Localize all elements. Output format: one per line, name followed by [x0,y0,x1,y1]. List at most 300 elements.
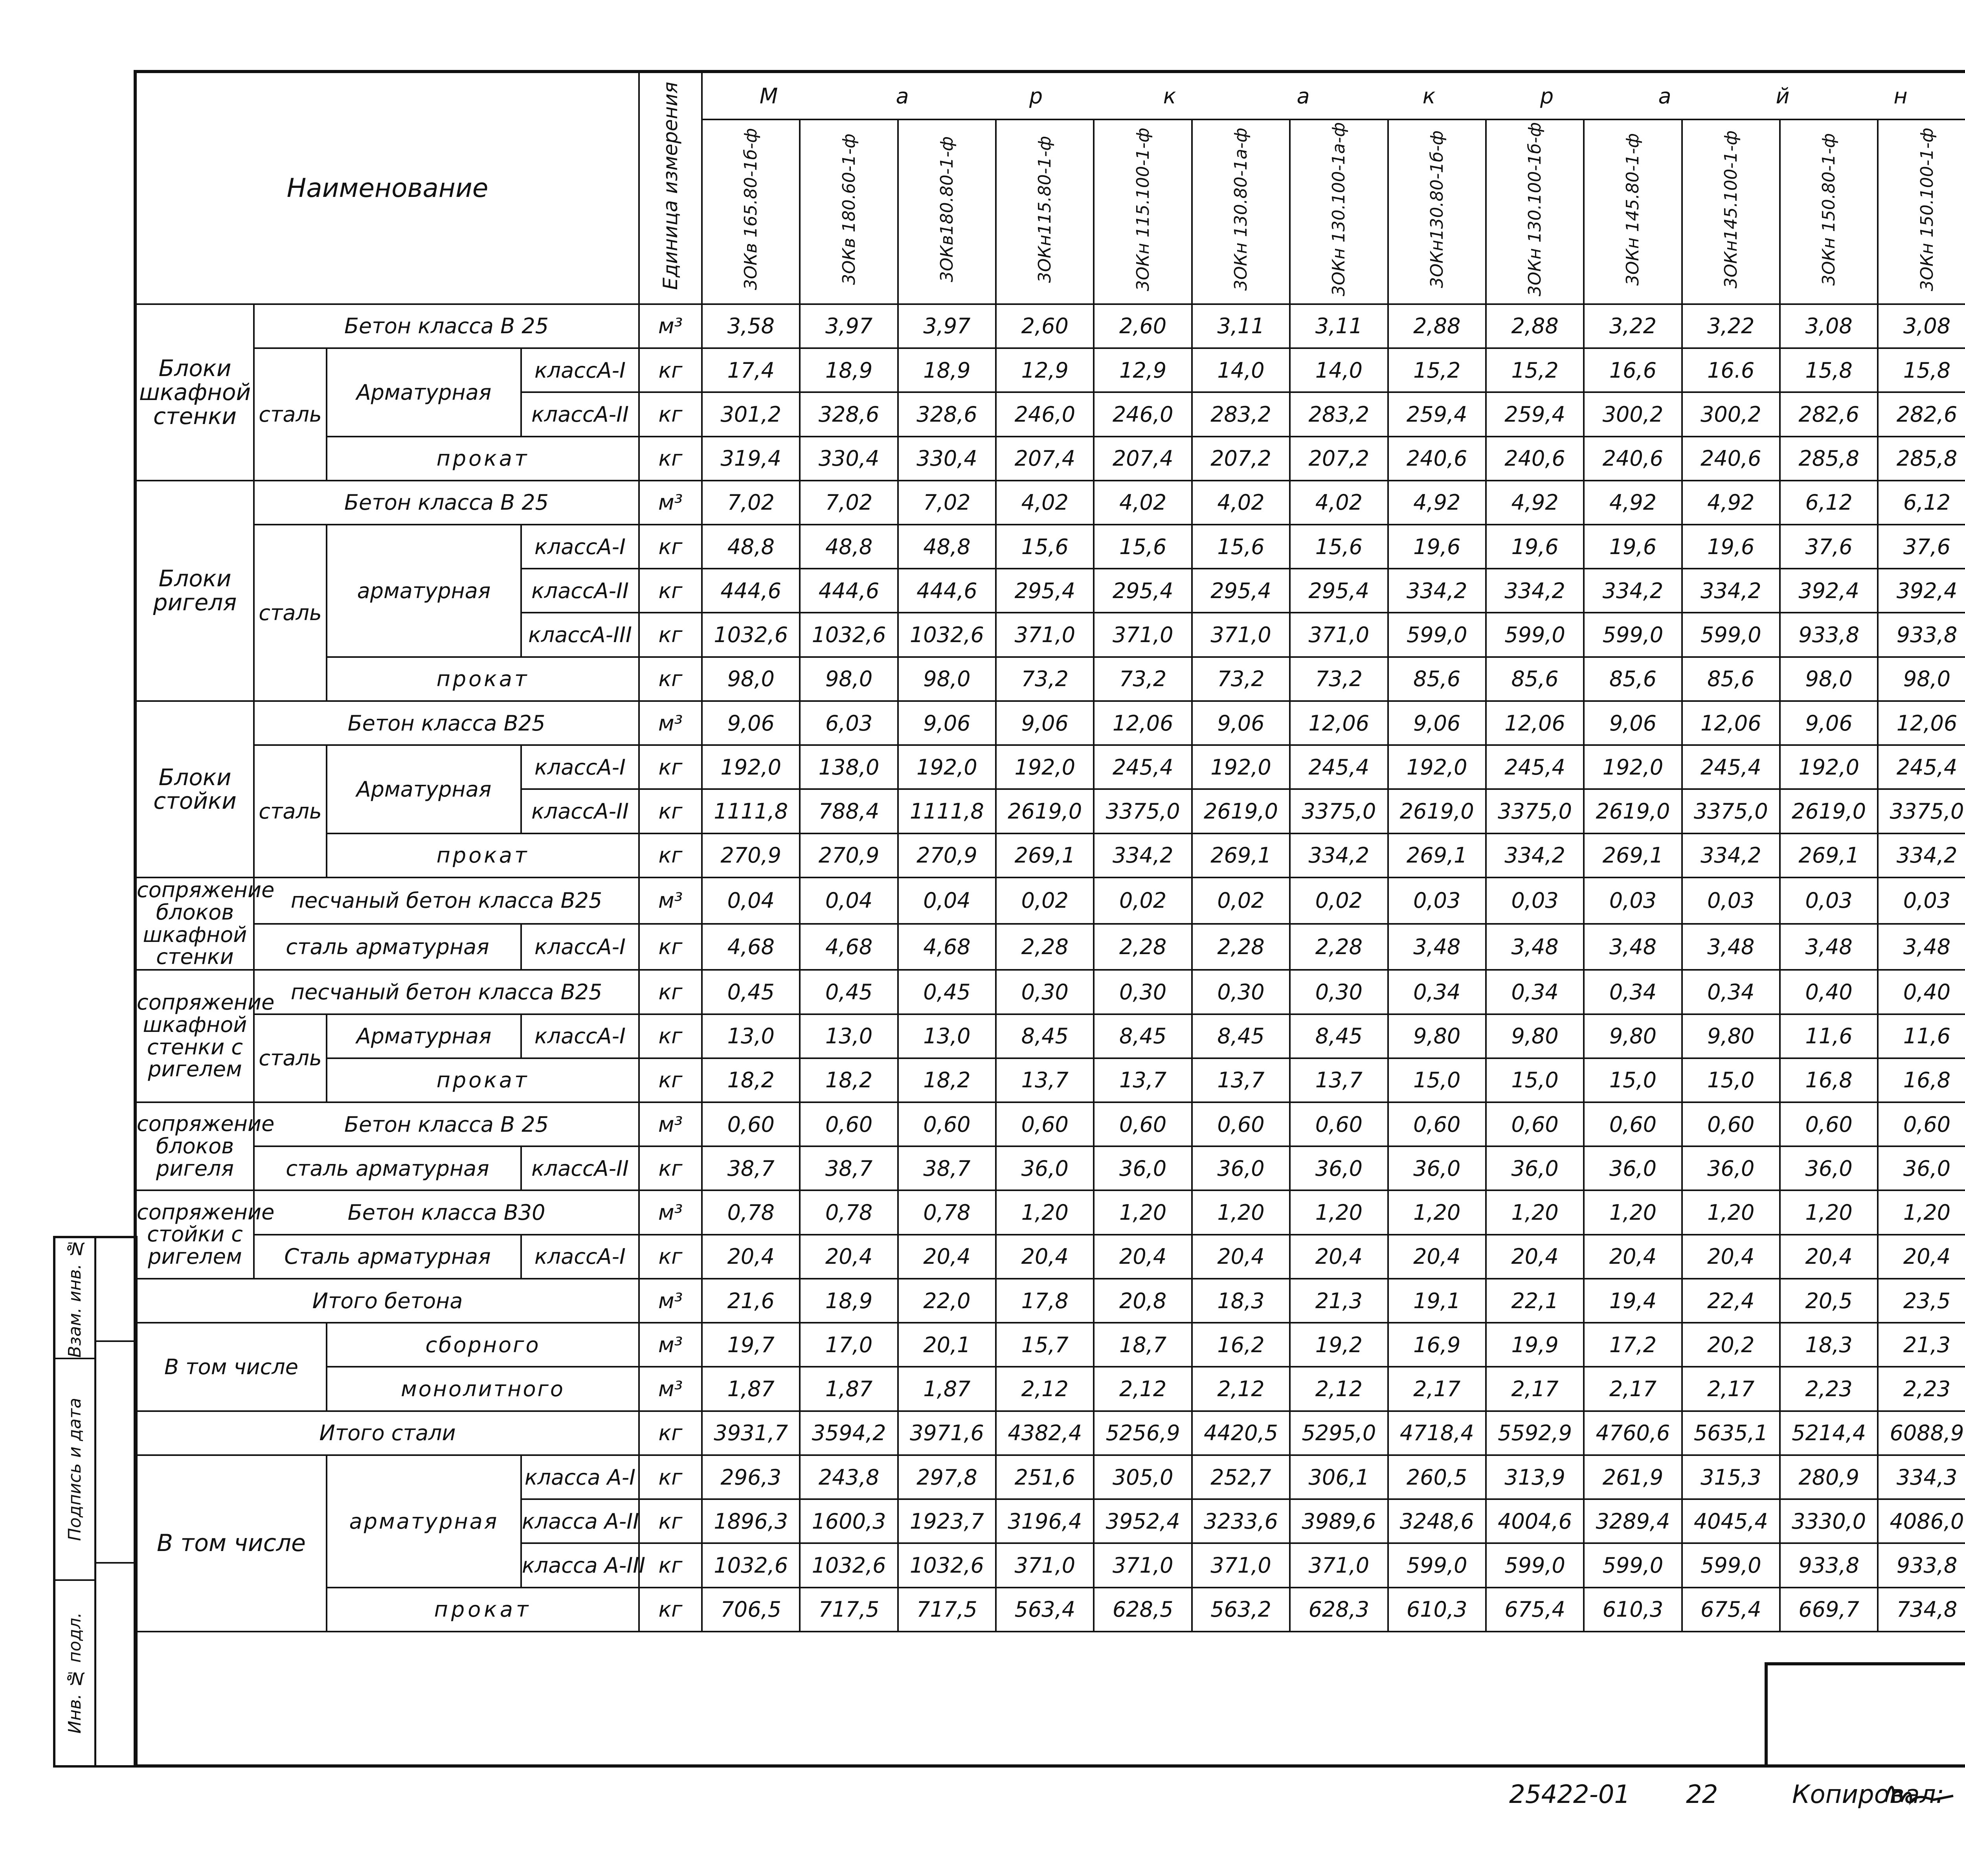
mark-column-header [1192,119,1290,304]
value-cell: 610,3 [1584,1588,1682,1632]
value-cell: 628,3 [1290,1588,1388,1632]
group-label: сопряжение блоков шкафной стенки [136,877,254,970]
value-cell: 2,17 [1682,1367,1780,1411]
group-label: сопряжение стойки с ригелем [136,1190,254,1278]
mark-title-letter: р [1540,83,1555,108]
mark-label: 3ОКн 150.100-1-ф [1917,127,1937,291]
value-cell: 1,20 [1780,1190,1878,1234]
value-cell: 371,0 [996,613,1094,657]
value-cell: 245,4 [1486,745,1584,789]
unit-cell: кг [639,789,702,833]
value-cell: 0,60 [1878,1102,1965,1146]
value-cell: 192,0 [996,745,1094,789]
mark-label: 3ОКн 115.100-1-ф [1133,127,1153,291]
mark-label: 3ОКн 150.80-1-ф [1819,133,1839,286]
armature-label: арматурная [327,1455,521,1588]
unit-cell: кг [639,970,702,1014]
value-cell: 628,5 [1094,1588,1192,1632]
value-cell: 1111,8 [898,789,996,833]
value-cell: 1,20 [1192,1190,1290,1234]
value-cell: 138,0 [800,745,898,789]
value-cell: 17,4 [702,348,800,392]
steel-label: сталь [254,1014,327,1102]
value-cell: 334,2 [1584,569,1682,613]
value-cell: 85,6 [1584,657,1682,701]
mark-label: 3ОКв180.80-1-ф [937,136,957,283]
value-cell: 15,8 [1878,348,1965,392]
unit-cell: кг [639,1146,702,1190]
unit-cell: кг [639,348,702,392]
value-cell: 259,4 [1486,392,1584,436]
value-cell: 328,6 [800,392,898,436]
value-cell: 1,87 [702,1367,800,1411]
value-cell: 717,5 [898,1588,996,1632]
value-cell: 3971,6 [898,1411,996,1455]
value-cell: 7,02 [898,481,996,525]
value-cell: 0,45 [702,970,800,1014]
value-cell: 20,4 [1094,1235,1192,1279]
value-cell: 2,28 [1192,924,1290,970]
value-cell: 13,0 [702,1014,800,1058]
value-cell: 0,60 [898,1102,996,1146]
value-cell: 36,0 [1780,1146,1878,1190]
value-cell: 16,8 [1780,1058,1878,1102]
value-cell: 1,20 [1878,1190,1965,1234]
value-cell: 18,2 [898,1058,996,1102]
value-cell: 38,7 [898,1146,996,1190]
value-cell: 0,45 [898,970,996,1014]
value-cell: 48,8 [800,525,898,569]
value-cell: 11,6 [1780,1014,1878,1058]
mark-column-header [1094,119,1192,304]
value-cell: 36,0 [1192,1146,1290,1190]
steel-type-label: Арматурная [327,1014,521,1058]
steel-class-label: классА-I [521,348,639,392]
value-cell: 2619,0 [996,789,1094,833]
value-cell: 20,4 [1290,1235,1388,1279]
value-cell: 3375,0 [1094,789,1192,833]
value-cell: 0,02 [1192,877,1290,924]
row-label: Бетон класса В25 [254,701,639,745]
value-cell: 2,88 [1486,304,1584,348]
mark-column-header [1290,119,1388,304]
value-cell: 20,5 [1780,1279,1878,1323]
value-cell: 48,8 [898,525,996,569]
value-cell: 22,4 [1682,1279,1780,1323]
value-cell: 12,9 [1094,348,1192,392]
value-cell: 259,4 [1388,392,1486,436]
value-cell: 334,2 [1682,569,1780,613]
value-cell: 245,4 [1290,745,1388,789]
unit-cell: кг [639,1235,702,1279]
value-cell: 0,04 [800,877,898,924]
value-cell: 246,0 [996,392,1094,436]
value-cell: 240,6 [1584,437,1682,481]
value-cell: 12,06 [1682,701,1780,745]
name-header: Наименование [136,72,639,304]
value-cell: 0,60 [996,1102,1094,1146]
value-cell: 1,87 [898,1367,996,1411]
value-cell: 4004,6 [1486,1499,1584,1543]
value-cell: 16,6 [1584,348,1682,392]
value-cell: 18,9 [800,348,898,392]
value-cell: 98,0 [1780,657,1878,701]
value-cell: 7,02 [800,481,898,525]
value-cell: 933,8 [1780,613,1878,657]
value-cell: 0,02 [1094,877,1192,924]
value-cell: 283,2 [1290,392,1388,436]
value-cell: 13,7 [1290,1058,1388,1102]
value-cell: 12,06 [1290,701,1388,745]
value-cell: 16,2 [1192,1323,1290,1367]
value-cell: 9,06 [702,701,800,745]
unit-cell: кг [639,1014,702,1058]
value-cell: 2,28 [1094,924,1192,970]
steel-class-label: классА-III [521,613,639,657]
group-label: сопряжение блоков ригеля [136,1102,254,1190]
value-cell: 282,6 [1780,392,1878,436]
row-label: сталь арматурная [254,924,521,970]
steel-class-label: класса А-I [521,1455,639,1499]
value-cell: 192,0 [898,745,996,789]
group-label: Блоки шкафной стенки [136,304,254,481]
value-cell: 13,7 [1094,1058,1192,1102]
mark-label: 3ОКн 130.100-1б-ф [1525,122,1545,297]
steel-class-label: классА-I [521,745,639,789]
value-cell: 3,48 [1584,924,1682,970]
mark-label: 3ОКн 130.80-1а-ф [1230,128,1251,291]
value-cell: 3248,6 [1388,1499,1486,1543]
mark-label: 3ОКн145.100-1-ф [1721,130,1741,288]
value-cell: 240,6 [1682,437,1780,481]
value-cell: 0,60 [1388,1102,1486,1146]
value-cell: 252,7 [1192,1455,1290,1499]
value-cell: 2,17 [1388,1367,1486,1411]
value-cell: 3,11 [1192,304,1290,348]
mark-label: 3ОКн 145.80-1-ф [1623,133,1643,286]
value-cell: 3375,0 [1290,789,1388,833]
value-cell: 1600,3 [800,1499,898,1543]
precast-label: сборного [327,1323,639,1367]
value-cell: 85,6 [1388,657,1486,701]
steel-class-label: классА-II [521,789,639,833]
value-cell: 5635,1 [1682,1411,1780,1455]
value-cell: 17,0 [800,1323,898,1367]
value-cell: 933,8 [1780,1543,1878,1587]
unit-cell: кг [639,613,702,657]
value-cell: 85,6 [1682,657,1780,701]
value-cell: 15,8 [1780,348,1878,392]
mark-title-letter: к [1163,83,1178,108]
value-cell: 2619,0 [1780,789,1878,833]
value-cell: 0,40 [1780,970,1878,1014]
unit-cell: кг [639,1058,702,1102]
value-cell: 6,12 [1878,481,1965,525]
value-cell: 73,2 [996,657,1094,701]
value-cell: 0,34 [1486,970,1584,1014]
value-cell: 599,0 [1486,613,1584,657]
value-cell: 37,6 [1780,525,1878,569]
value-cell: 16,9 [1388,1323,1486,1367]
value-cell: 4,02 [1094,481,1192,525]
value-cell: 285,8 [1878,437,1965,481]
value-cell: 98,0 [898,657,996,701]
order-number: 25422-01 [1509,1780,1631,1809]
drawing-code [1768,1665,1965,1766]
value-cell: 444,6 [702,569,800,613]
value-cell: 3,08 [1780,304,1878,348]
value-cell: 563,4 [996,1588,1094,1632]
value-cell: 36,0 [1878,1146,1965,1190]
value-cell: 4045,4 [1682,1499,1780,1543]
value-cell: 15,7 [996,1323,1094,1367]
value-cell: 0,60 [1192,1102,1290,1146]
value-cell: 19,6 [1584,525,1682,569]
value-cell: 18,3 [1780,1323,1878,1367]
unit-cell: кг [639,1499,702,1543]
value-cell: 207,2 [1290,437,1388,481]
value-cell: 85,6 [1486,657,1584,701]
value-cell: 371,0 [1192,613,1290,657]
steel-class-label: классА-I [521,924,639,970]
unit-cell: м³ [639,1102,702,1146]
mark-column-header [1388,119,1486,304]
value-cell: 36,0 [1094,1146,1192,1190]
value-cell: 9,06 [1584,701,1682,745]
steel-class-label: классА-I [521,1014,639,1058]
value-cell: 300,2 [1584,392,1682,436]
mark-column-header [1780,119,1878,304]
value-cell: 19,4 [1584,1279,1682,1323]
value-cell: 933,8 [1878,613,1965,657]
value-cell: 392,4 [1780,569,1878,613]
value-cell: 18,9 [800,1279,898,1323]
value-cell: 245,4 [1878,745,1965,789]
value-cell: 8,45 [1094,1014,1192,1058]
value-cell: 2,23 [1878,1367,1965,1411]
steel-class-label: классА-I [521,1235,639,1279]
specification-table [135,72,1965,1632]
value-cell: 3289,4 [1584,1499,1682,1543]
value-cell: 260,5 [1388,1455,1486,1499]
row-label: Бетон класса В 25 [254,304,639,348]
value-cell: 17,8 [996,1279,1094,1323]
unit-cell: м³ [639,1190,702,1234]
mark-header [702,72,1965,119]
value-cell: 5256,9 [1094,1411,1192,1455]
value-cell: 73,2 [1192,657,1290,701]
value-cell: 9,80 [1486,1014,1584,1058]
value-cell: 0,60 [1290,1102,1388,1146]
total-steel-label: Итого стали [136,1411,639,1455]
value-cell: 392,4 [1878,569,1965,613]
value-cell: 3,48 [1780,924,1878,970]
value-cell: 3,97 [800,304,898,348]
value-cell: 2,12 [1290,1367,1388,1411]
unit-cell: кг [639,392,702,436]
value-cell: 18,3 [1192,1279,1290,1323]
value-cell: 20,4 [898,1235,996,1279]
value-cell: 2,23 [1780,1367,1878,1411]
sidebar-label: Инв. № подл. [65,1612,85,1734]
value-cell: 15,6 [1290,525,1388,569]
value-cell: 270,9 [800,833,898,877]
value-cell: 1032,6 [702,613,800,657]
value-cell: 9,80 [1682,1014,1780,1058]
value-cell: 15,2 [1486,348,1584,392]
monolithic-label: монолитного [327,1367,639,1411]
value-cell: 3330,0 [1780,1499,1878,1543]
value-cell: 315,3 [1682,1455,1780,1499]
value-cell: 2,12 [996,1367,1094,1411]
value-cell: 334,2 [1094,833,1192,877]
value-cell: 0,60 [1780,1102,1878,1146]
value-cell: 0,04 [702,877,800,924]
value-cell: 207,4 [996,437,1094,481]
value-cell: 3952,4 [1094,1499,1192,1543]
mark-title-letter: М [759,83,780,108]
copied-by-label: Копировал: [1792,1780,1945,1809]
title-block [1765,1662,1965,1766]
value-cell: 0,02 [1290,877,1388,924]
value-cell: 38,7 [702,1146,800,1190]
value-cell: 285,8 [1780,437,1878,481]
value-cell: 20,4 [1388,1235,1486,1279]
value-cell: 0,60 [1486,1102,1584,1146]
value-cell: 5592,9 [1486,1411,1584,1455]
value-cell: 1,20 [996,1190,1094,1234]
value-cell: 13,0 [898,1014,996,1058]
sidebar-label: Подпись и дата [65,1397,85,1541]
value-cell: 334,2 [1878,833,1965,877]
approval-sidebar [53,1236,138,1768]
value-cell: 334,2 [1682,833,1780,877]
steel-class-label: классА-II [521,569,639,613]
value-cell: 3989,6 [1290,1499,1388,1543]
mark-label: 3ОКн 130.100-1а-ф [1329,122,1349,297]
value-cell: 12,06 [1486,701,1584,745]
footer-number: 22 [1686,1780,1718,1809]
value-cell: 334,2 [1388,569,1486,613]
group-label: сопряжение шкафной стенки с ригелем [136,970,254,1102]
mark-column-header [996,119,1094,304]
unit-cell: м³ [639,1279,702,1323]
value-cell: 20,4 [1780,1235,1878,1279]
value-cell: 4382,4 [996,1411,1094,1455]
unit-cell: кг [639,1588,702,1632]
steel-class-label: классА-II [521,392,639,436]
mark-column-header [702,119,800,304]
value-cell: 0,03 [1780,877,1878,924]
value-cell: 245,4 [1682,745,1780,789]
unit-cell: кг [639,1543,702,1587]
value-cell: 20,4 [800,1235,898,1279]
value-cell: 295,4 [1290,569,1388,613]
value-cell: 2,17 [1486,1367,1584,1411]
mark-label: 3ОКн115.80-1-ф [1035,136,1055,283]
value-cell: 9,06 [996,701,1094,745]
value-cell: 270,9 [702,833,800,877]
value-cell: 675,4 [1486,1588,1584,1632]
value-cell: 0,03 [1486,877,1584,924]
unit-cell: м³ [639,701,702,745]
mark-column-header [1878,119,1965,304]
value-cell: 6,12 [1780,481,1878,525]
value-cell: 15,6 [1192,525,1290,569]
value-cell: 0,03 [1388,877,1486,924]
value-cell: 675,4 [1682,1588,1780,1632]
value-cell: 15,0 [1584,1058,1682,1102]
value-cell: 1,20 [1486,1190,1584,1234]
value-cell: 98,0 [800,657,898,701]
value-cell: 669,7 [1780,1588,1878,1632]
value-cell: 4,68 [702,924,800,970]
value-cell: 14,0 [1192,348,1290,392]
value-cell: 0,02 [996,877,1094,924]
unit-cell: м³ [639,1367,702,1411]
value-cell: 0,03 [1878,877,1965,924]
value-cell: 1,20 [1290,1190,1388,1234]
value-cell: 1111,8 [702,789,800,833]
value-cell: 371,0 [1290,1543,1388,1587]
value-cell: 371,0 [1094,1543,1192,1587]
value-cell: 295,4 [1094,569,1192,613]
value-cell: 9,06 [1388,701,1486,745]
value-cell: 2619,0 [1584,789,1682,833]
mark-title-letter: н [1893,83,1909,108]
rolled-label: прокат [327,833,639,877]
value-cell: 4,02 [1290,481,1388,525]
value-cell: 3,48 [1388,924,1486,970]
value-cell: 444,6 [800,569,898,613]
value-cell: 1,87 [800,1367,898,1411]
steel-label: сталь [254,348,327,481]
value-cell: 4,02 [1192,481,1290,525]
value-cell: 20,4 [1878,1235,1965,1279]
value-cell: 270,9 [898,833,996,877]
steel-type-label: Арматурная [327,348,521,436]
value-cell: 334,2 [1486,833,1584,877]
value-cell: 13,7 [1192,1058,1290,1102]
value-cell: 12,06 [1094,701,1192,745]
value-cell: 0,60 [1682,1102,1780,1146]
value-cell: 3,11 [1290,304,1388,348]
row-label: песчаный бетон класса В25 [254,970,639,1014]
value-cell: 17,2 [1584,1323,1682,1367]
value-cell: 18,7 [1094,1323,1192,1367]
rolled-label: прокат [327,437,639,481]
steel-type-label: арматурная [327,525,521,657]
value-cell: 8,45 [1290,1014,1388,1058]
value-cell: 3931,7 [702,1411,800,1455]
value-cell: 3375,0 [1878,789,1965,833]
value-cell: 18,2 [800,1058,898,1102]
unit-cell: кг [639,525,702,569]
value-cell: 3,48 [1486,924,1584,970]
unit-cell: м³ [639,481,702,525]
value-cell: 563,2 [1192,1588,1290,1632]
value-cell: 37,6 [1878,525,1965,569]
unit-cell: кг [639,569,702,613]
value-cell: 13,7 [996,1058,1094,1102]
value-cell: 18,2 [702,1058,800,1102]
value-cell: 192,0 [1192,745,1290,789]
value-cell: 1896,3 [702,1499,800,1543]
value-cell: 22,0 [898,1279,996,1323]
value-cell: 245,4 [1094,745,1192,789]
mark-label: 3ОКн130.80-1б-ф [1427,130,1447,288]
value-cell: 599,0 [1682,1543,1780,1587]
